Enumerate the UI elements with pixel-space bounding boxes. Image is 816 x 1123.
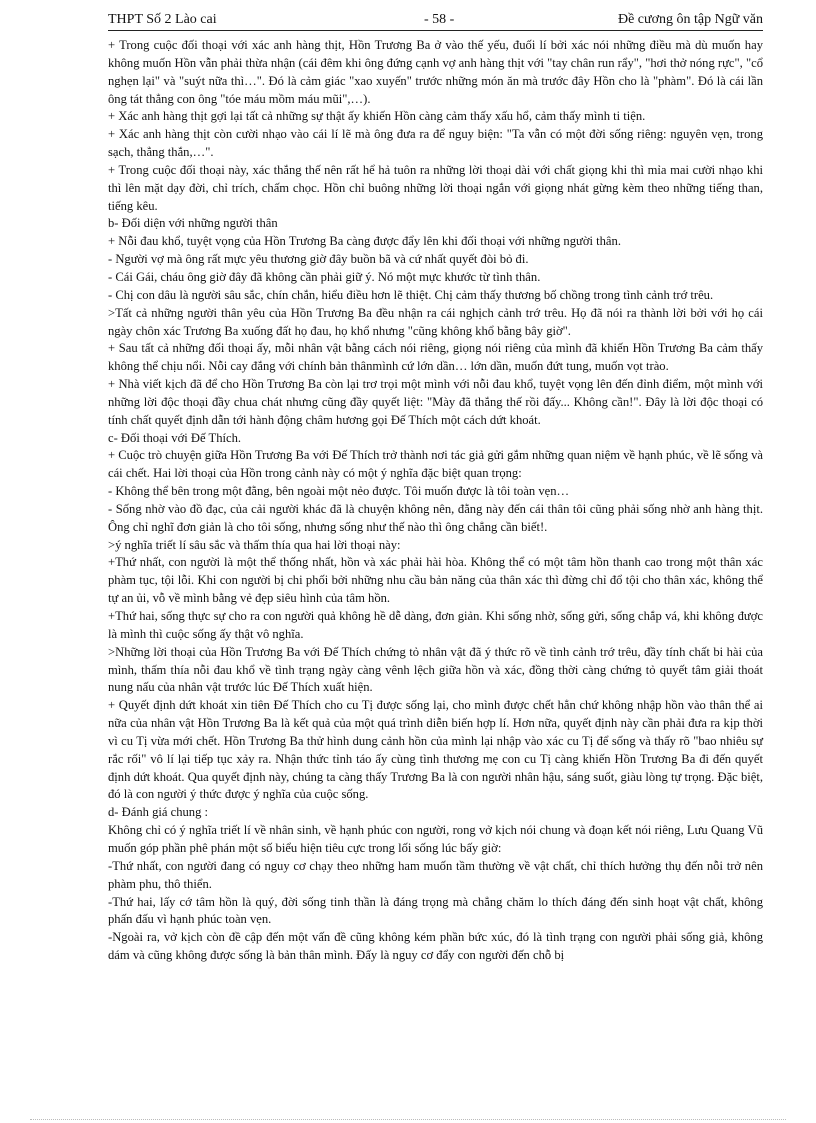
paragraph: + Cuộc trò chuyện giữa Hồn Trương Ba với Đế Thích trở thành nơi tác giả gửi gắm những quan niệm về hạnh phúc, về lẽ sống và cái chết. Hai lời thoại của Hồn trong cảnh này có một ý nghĩa đặc biệt quan trọng:	[108, 448, 763, 481]
paragraph: -Thứ hai, lấy cớ tâm hồn là quý, đời sống tinh thần là đáng trọng mà chẳng chăm lo thích đáng đến sinh hoạt vật chất, không phấn đấu vì hạnh phúc toàn vẹn.	[108, 894, 763, 927]
page-number: - 58 -	[424, 12, 455, 27]
paragraph: + Nhà viết kịch đã để cho Hồn Trương Ba còn lại trơ trọi một mình với nỗi đau khổ, tuyệt vọng lên đến đỉnh điểm, một mình với những lời độc thoại đầy chua chát nhưng cũng đầy quyết liệt: "Mày đã thắng thế rồi đấy... Không cần!". Đây là lời độc thoại có tính chất quyết định dẫn tới hành động châm hương gọi Đế Thích một cách dứt khoát.	[108, 377, 763, 427]
paragraph: - Người vợ mà ông rất mực yêu thương giờ đây buồn bã và cứ nhất quyết đòi bỏ đi.	[108, 252, 529, 267]
header-school: THPT Số 2 Lào cai	[108, 12, 217, 27]
paragraph: +Thứ hai, sống thực sự cho ra con người quả không hề dễ dàng, đơn giản. Khi sống nhờ, sống gửi, sống chắp vá, khi không được là mình thì cuộc sống ấy thật vô nghĩa.	[108, 609, 763, 641]
document-body	[108, 37, 763, 965]
page-header	[108, 10, 763, 31]
paragraph: + Quyết định dứt khoát xin tiên Đế Thích cho cu Tị được sống lại, cho mình được chết hẳn chứ không nhập hồn vào thân thể ai nữa của nhân vật Hồn Trương Ba là kết quả của một quá trình diễn biến hợp lí. Hơn nữa, quyết định này cần phải đưa ra kịp thời vì cu Tị vừa mới chết. Hồn Trương Ba thử hình dung cảnh hồn của mình lại nhập vào xác cu Tị để sống và thấy rõ "bao nhiêu sự rắc rối" vô lí lại tiếp tục xảy ra. Nhận thức tỉnh táo ấy cùng tình thương mẹ con cu Tị càng khiến Hồn Trương Ba đi đến quyết định dứt khoát. Qua quyết định này, chúng ta càng thấy Trương Ba là con người nhân hậu, sáng suốt, giàu lòng tự trọng. Đặc biệt, đó là con người ý thức được ý nghĩa của cuộc sống.	[108, 698, 763, 802]
paragraph: + Trong cuộc đối thoại với xác anh hàng thịt, Hồn Trương Ba ở vào thế yếu, đuối lí bởi xác nói những điều mà dù muốn hay không muốn Hồn vẫn phải thừa nhận (cái đêm khi ông đứng cạnh vợ anh hàng thịt với "tay chân run rẩy", "hơi thở nóng rực", "cổ nghẹn lại" và "suýt nữa thì…". Đó là cảm giác "xao xuyến" trước những món ăn mà trước đây Hồn cho là "phàm". Đó là cái lần ông tát thẳng con ông "tóe máu mồm máu mũi",…).	[108, 38, 763, 106]
paragraph: - Chị con dâu là người sâu sắc, chín chắn, hiểu điều hơn lẽ thiệt. Chị cảm thấy thương bố chồng trong tình cảnh trớ trêu.	[108, 287, 714, 302]
paragraph: + Xác anh hàng thịt gợi lại tất cả những sự thật ấy khiến Hồn càng cảm thấy xấu hổ, cảm thấy mình ti tiện.	[108, 109, 646, 124]
paragraph: - Không thể bên trong một đằng, bên ngoài một nẻo được. Tôi muốn được là tôi toàn vẹn…	[108, 484, 570, 499]
paragraph: - Cái Gái, cháu ông giờ đây đã không cần phải giữ ý. Nó một mực khước từ tình thân.	[108, 269, 541, 284]
paragraph: + Trong cuộc đối thoại này, xác thắng thế nên rất hể hả tuôn ra những lời thoại dài với chất giọng khi thì mỉa mai cười nhạo khi thì lên mặt dạy đời, chỉ trích, chấm chọc. Hồn chỉ buông những lời thoại ngắn với giọng nhát gừng kèm theo những tiếng than, tiếng kêu.	[108, 162, 763, 213]
paragraph: -Thứ nhất, con người đang có nguy cơ chạy theo những ham muốn tầm thường về vật chất, chỉ thích hưởng thụ đến nỗi trở nên phàm phu, thô thiển.	[108, 858, 763, 891]
header-subject: Đề cương ôn tập Ngữ văn	[617, 12, 763, 27]
paragraph: + Sau tất cả những đối thoại ấy, mỗi nhân vật bằng cách nói riêng, giọng nói riêng của mình đã khiến Hồn Trương Ba cảm thấy không thể chịu nổi. Nỗi cay đắng với chính bản thânmình cứ lớn dần… lớn dần, muốn đứt tung, muốn vọt trào.	[108, 341, 763, 374]
paragraph: -Ngoài ra, vở kịch còn đề cập đến một vấn đề cũng không kém phần bức xúc, đó là tình trạng con người phải sống giả, không dám và cũng không được sống là bản thân mình. Đấy là nguy cơ đẩy con người đến chỗ bị	[108, 930, 763, 963]
paragraph: Không chỉ có ý nghĩa triết lí về nhân sinh, về hạnh phúc con người, rong vở kịch nói chung và đoạn kết nói riêng, Lưu Quang Vũ muốn góp phần phê phán một số biểu hiện tiêu cực trong lối sống lúc bấy giờ:	[108, 823, 763, 855]
paragraph: >Những lời thoại của Hồn Trương Ba với Đế Thích chứng tỏ nhân vật đã ý thức rõ về tình cảnh trớ trêu, đầy tính chất bi hài của mình, thấm thía nỗi đau khổ về tình trạng ngày càng vênh lệch giữa hồn và xác, đồng thời càng chứng tỏ quyết tâm giải thoát nung nấu của nhân vật trước lúc Đế Thích xuất hiện.	[108, 644, 763, 695]
page-bottom-divider	[30, 1119, 786, 1120]
section-heading: d- Đánh giá chung :	[108, 805, 209, 820]
section-heading: c- Đối thoại với Đế Thích.	[108, 430, 242, 445]
paragraph: - Sống nhờ vào đồ đạc, của cải người khác đã là chuyện không nên, đằng này đến cái thân tôi cũng phải sống nhờ anh hàng thịt. Ông chỉ nghĩ đơn giản là cho tôi sống, nhưng sống như thế nào thì ông chẳng cần biết!.	[108, 501, 763, 534]
paragraph: >Tất cả những người thân yêu của Hồn Trương Ba đều nhận ra cái nghịch cảnh trớ trêu. Họ đã nói ra thành lời bởi với họ cái ngày chôn xác Trương Ba xuống đất họ đau, họ khổ nhưng "cũng không khổ bằng bây giờ".	[108, 305, 763, 338]
paragraph: + Xác anh hàng thịt còn cười nhạo vào cái lí lẽ mà ông đưa ra để nguy biện: "Ta vẫn có một đời sống riêng: nguyên vẹn, trong sạch, thẳng thắn,…".	[108, 127, 763, 160]
section-heading: b- Đối diện với những người thân	[108, 216, 278, 231]
paragraph: +Thứ nhất, con người là một thể thống nhất, hồn và xác phải hài hòa. Không thể có một tâm hồn thanh cao trong một thân xác phàm tục, tội lỗi. Khi con người bị chi phối bởi những nhu cầu bản năng của thân xác thì đừng chỉ đổ tội cho thân xác, không thể tự an ủi, vỗ về mình bằng vẻ đẹp siêu hình của tâm hồn.	[108, 555, 763, 606]
paragraph: >ý nghĩa triết lí sâu sắc và thấm thía qua hai lời thoại này:	[108, 537, 401, 552]
paragraph: + Nỗi đau khổ, tuyệt vọng của Hồn Trương Ba càng được đẩy lên khi đối thoại với những người thân.	[108, 234, 621, 249]
